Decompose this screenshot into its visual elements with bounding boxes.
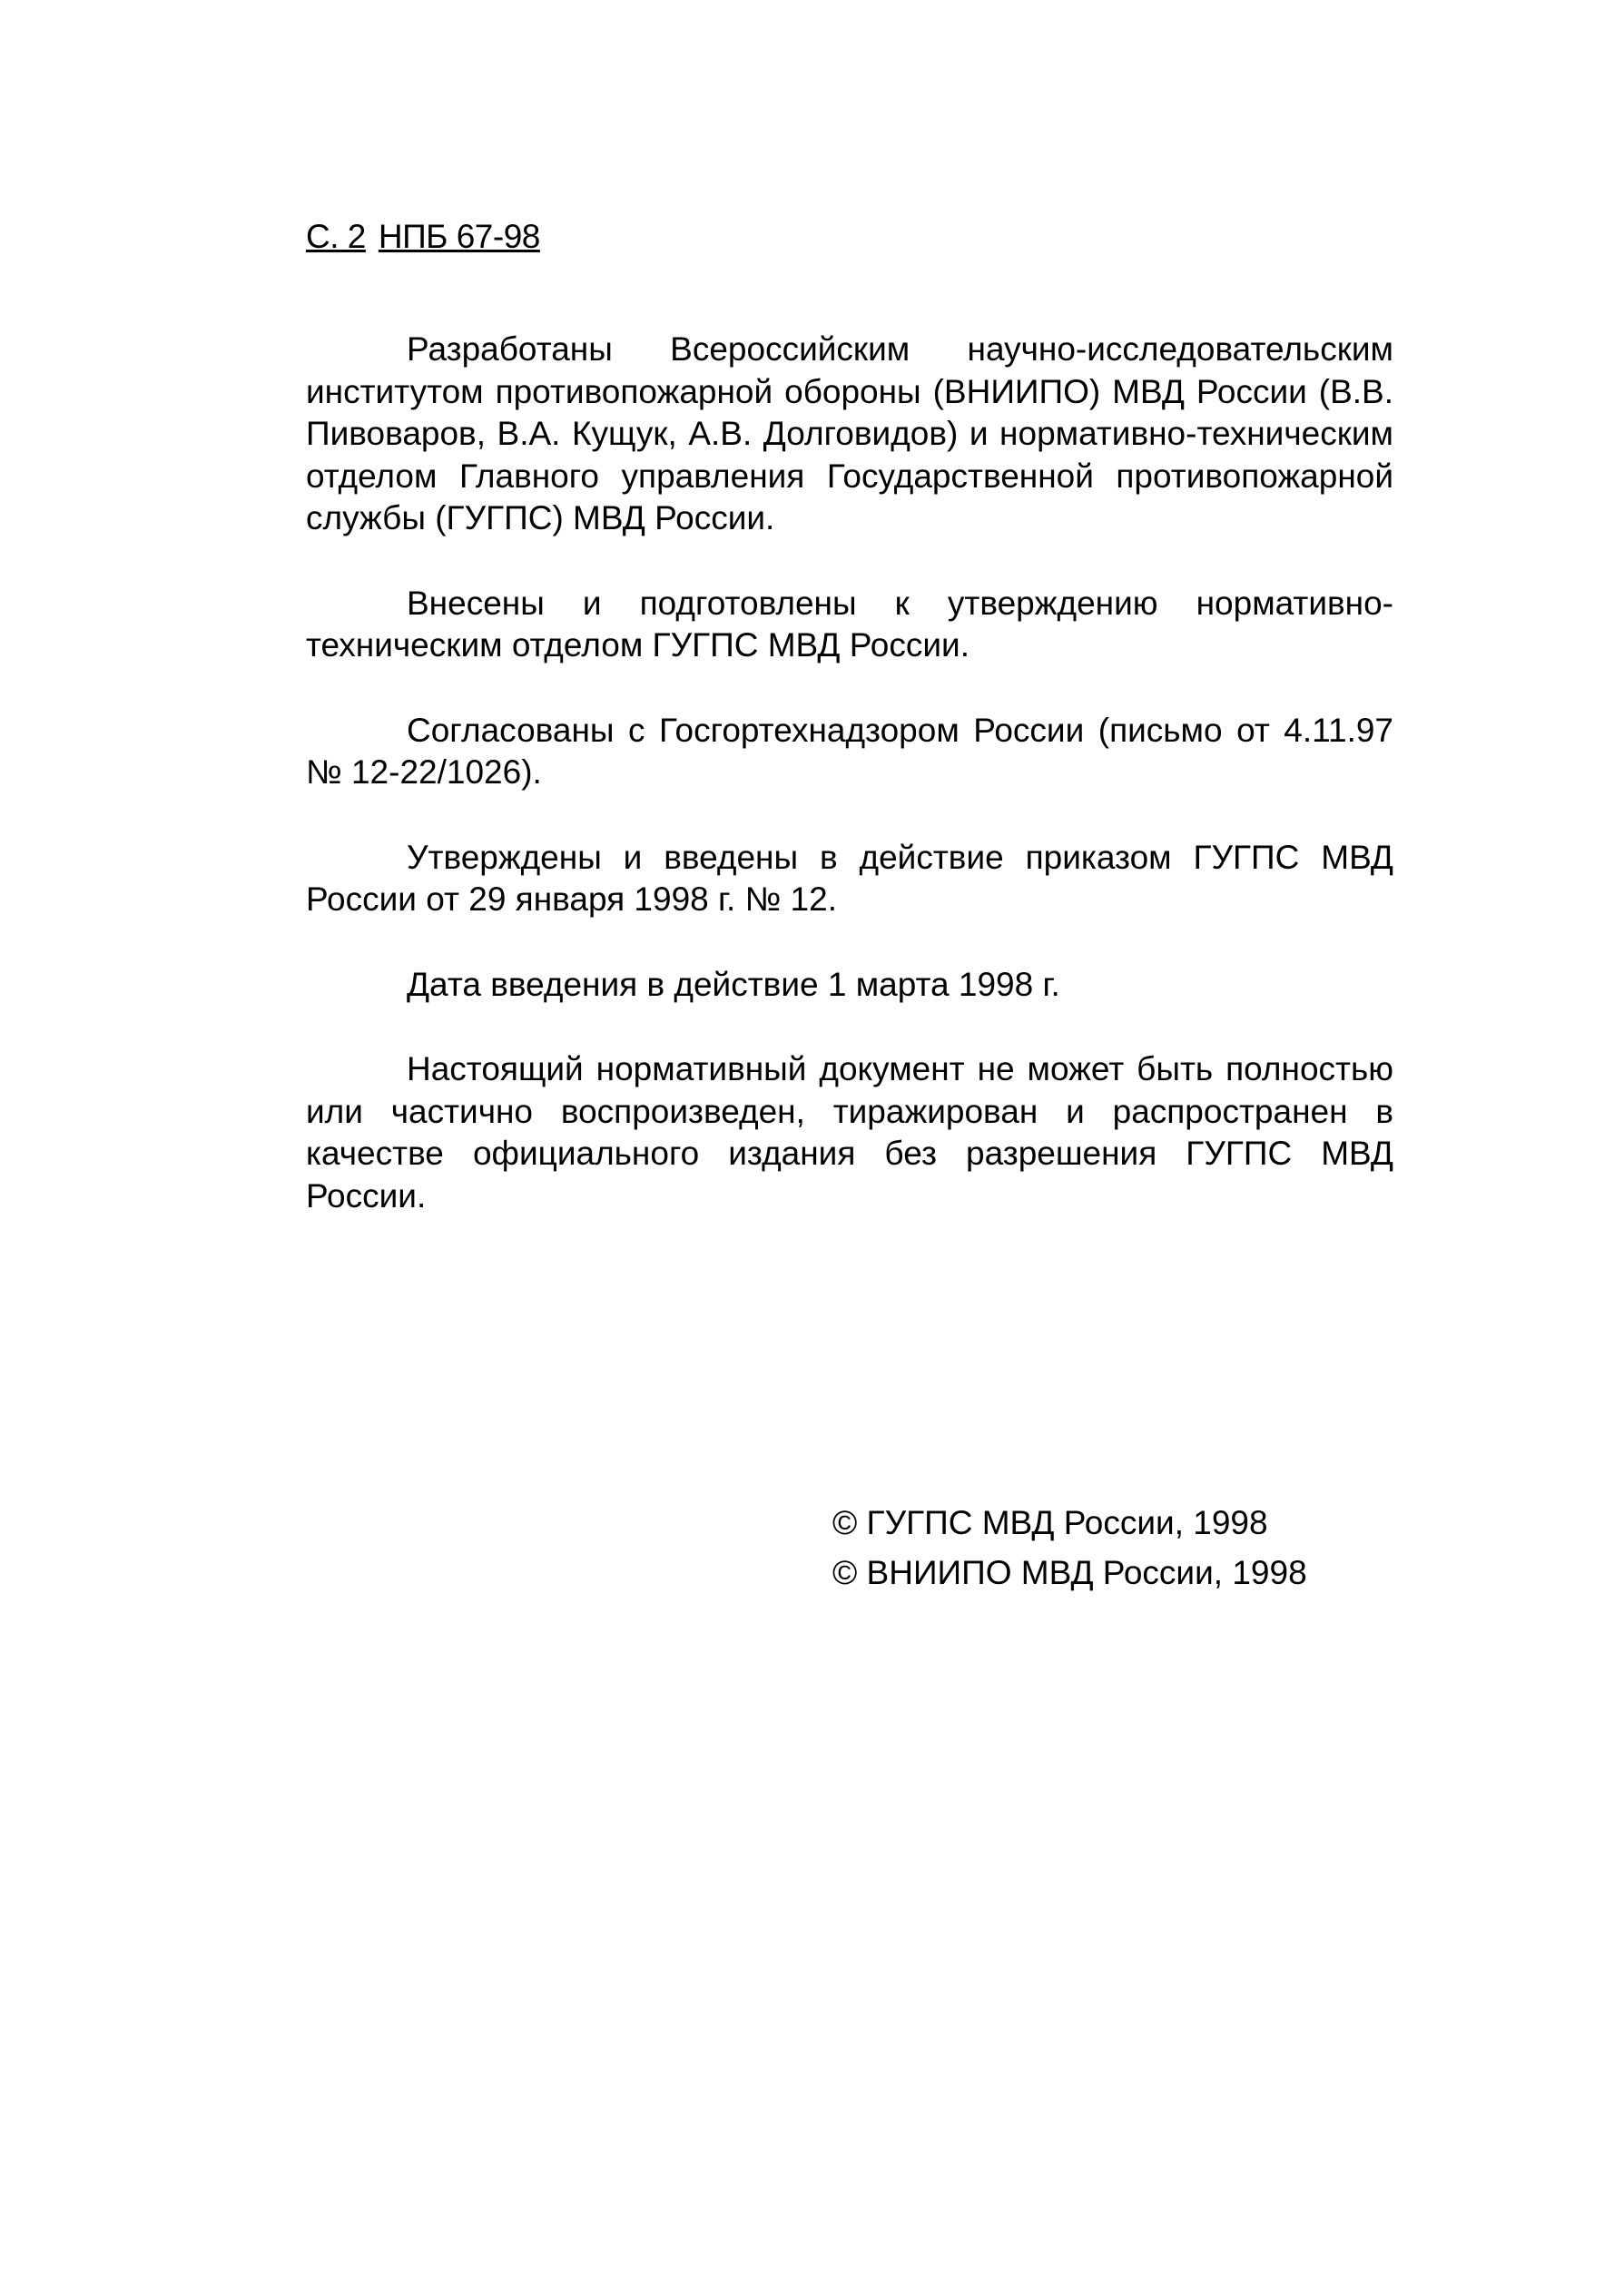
paragraph-submitted: Внесены и подготовлены к утверждению нормативно-техническим отделом ГУГПС МВД России.	[306, 584, 1393, 664]
paragraph-effective-date: Дата введения в действие 1 марта 1998 г.	[407, 965, 1060, 1003]
copyright-block	[832, 1498, 1307, 1598]
copyright-line: © ВНИИПО МВД России, 1998	[832, 1554, 1307, 1591]
copyright-line: © ГУГПС МВД России, 1998	[832, 1504, 1268, 1541]
page-header	[306, 218, 553, 256]
page-number: С. 2	[306, 218, 366, 255]
paragraph-approved: Утверждены и введены в действие приказом ГУГПС МВД России от 29 января 1998 г. № 12.	[306, 838, 1393, 918]
paragraph-reproduction-notice: Настоящий нормативный документ не может быть полностью или частично воспроизведен, тиражирован и распространен в качестве официального издания без разрешения ГУГПС МВД России.	[306, 1050, 1393, 1215]
document-code: НПБ 67-98	[378, 218, 540, 255]
paragraph-agreed: Согласованы с Госгортехнадзором России (письмо от 4.11.97 № 12-22/1026).	[306, 711, 1393, 791]
paragraph-developers: Разработаны Всероссийским научно-исследовательским институтом противопожарной обороны (ВНИИПО) МВД России (В.В. Пивоваров, В.А. Кущук, А.В. Долговидов) и нормативно-техническим отделом Главного управления Государственной противопожарной службы (ГУГПС) МВД России.	[306, 330, 1393, 536]
document-body	[306, 329, 1393, 1260]
